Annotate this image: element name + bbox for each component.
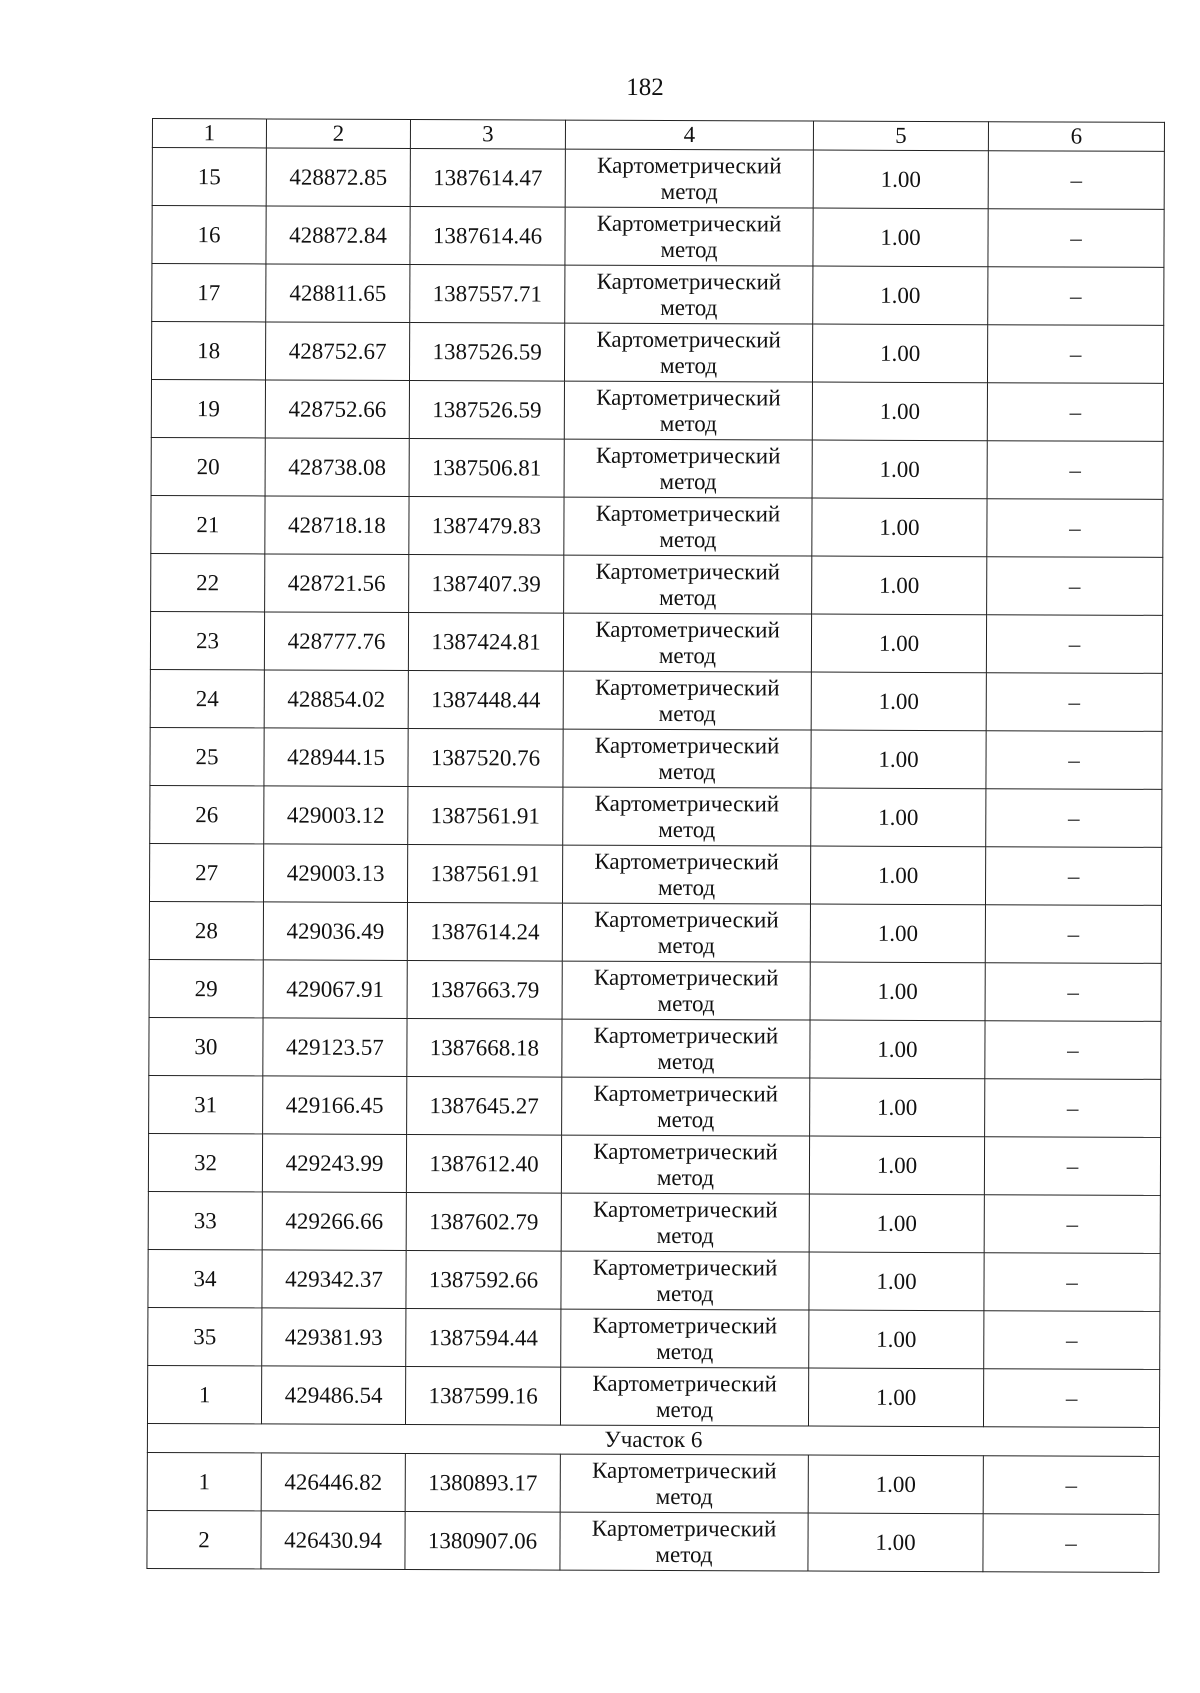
method-line-1: Картометрический — [591, 1457, 777, 1483]
method-line-1: Картометрический — [595, 674, 780, 700]
note-cell: – — [985, 905, 1161, 964]
table-row — [149, 959, 1161, 1021]
table-row — [152, 206, 1164, 268]
y-coordinate-cell: 1387526.59 — [409, 322, 564, 381]
column-header: 1 — [152, 119, 266, 148]
y-coordinate-cell: 1387599.16 — [405, 1366, 560, 1425]
note-cell: – — [987, 383, 1163, 442]
method-line-1: Картометрический — [592, 1254, 778, 1280]
method-line-2: метод — [656, 1164, 715, 1190]
table-row — [152, 148, 1164, 210]
point-number-cell: 22 — [151, 553, 265, 611]
method-cell — [565, 149, 813, 208]
y-coordinate-cell: 1387557.71 — [410, 264, 565, 323]
x-coordinate-cell: 428944.15 — [264, 728, 408, 787]
x-coordinate-cell: 429123.57 — [263, 1018, 407, 1077]
method-cell — [561, 1251, 809, 1310]
point-number-cell: 23 — [150, 611, 264, 669]
method-cell — [560, 1367, 808, 1426]
y-coordinate-cell: 1387612.40 — [406, 1134, 561, 1193]
note-cell: – — [988, 151, 1164, 210]
accuracy-cell: 1.00 — [811, 614, 986, 673]
method-line-1: Картометрический — [595, 558, 781, 584]
note-cell: – — [986, 673, 1162, 732]
note-cell: – — [986, 731, 1162, 790]
point-number-cell: 27 — [149, 843, 263, 901]
note-cell: – — [983, 1369, 1159, 1428]
x-coordinate-cell: 429381.93 — [262, 1308, 406, 1367]
method-cell — [565, 265, 813, 324]
x-coordinate-cell: 428718.18 — [265, 496, 409, 555]
x-coordinate-cell: 426430.94 — [261, 1511, 405, 1570]
method-cell — [563, 729, 811, 788]
method-line-1: Картометрический — [593, 1080, 779, 1106]
table-row — [151, 380, 1163, 442]
table-row — [147, 1365, 1159, 1427]
method-line-1: Картометрический — [593, 964, 779, 990]
section-row — [147, 1423, 1159, 1456]
table-row — [151, 495, 1163, 557]
method-line-1: Картометрический — [596, 210, 782, 236]
accuracy-cell: 1.00 — [813, 208, 988, 267]
method-cell — [564, 381, 812, 440]
coordinates-table — [146, 118, 1165, 1573]
accuracy-cell: 1.00 — [811, 672, 986, 731]
column-header: 5 — [813, 121, 988, 151]
y-coordinate-cell: 1387424.81 — [408, 612, 563, 671]
accuracy-cell: 1.00 — [812, 556, 987, 615]
point-number-cell: 18 — [151, 322, 265, 380]
y-coordinate-cell: 1380907.06 — [405, 1511, 560, 1570]
x-coordinate-cell: 429243.99 — [262, 1134, 406, 1193]
accuracy-cell: 1.00 — [813, 150, 988, 209]
method-line-2: метод — [658, 642, 717, 668]
y-coordinate-cell: 1387506.81 — [409, 438, 564, 497]
method-line-1: Картометрический — [593, 1022, 779, 1048]
point-number-cell: 1 — [147, 1452, 261, 1510]
method-line-1: Картометрический — [594, 790, 780, 816]
method-line-2: метод — [658, 816, 716, 842]
method-line-1: Картометрический — [595, 442, 781, 468]
note-cell: – — [984, 1137, 1160, 1196]
method-cell — [564, 439, 812, 498]
x-coordinate-cell: 429486.54 — [261, 1366, 405, 1425]
note-cell: – — [987, 557, 1163, 616]
y-coordinate-cell: 1387592.66 — [406, 1250, 561, 1309]
x-coordinate-cell: 429003.13 — [263, 844, 407, 903]
x-coordinate-cell: 428872.85 — [266, 148, 410, 207]
y-coordinate-cell: 1387594.44 — [406, 1308, 561, 1367]
point-number-cell: 26 — [150, 785, 264, 843]
table-row — [150, 785, 1162, 847]
method-line-2: метод — [656, 1338, 714, 1364]
accuracy-cell: 1.00 — [810, 1078, 985, 1137]
method-line-2: метод — [659, 584, 717, 610]
note-cell: – — [984, 1195, 1160, 1254]
point-number-cell: 25 — [150, 727, 264, 785]
y-coordinate-cell: 1387561.91 — [407, 844, 562, 903]
table-row — [148, 1307, 1160, 1369]
note-cell: – — [988, 267, 1164, 326]
method-cell — [561, 1135, 809, 1194]
point-number-cell: 32 — [148, 1133, 262, 1191]
note-cell: – — [985, 963, 1161, 1022]
method-line-1: Картометрический — [594, 906, 779, 932]
method-line-2: метод — [657, 990, 715, 1016]
point-number-cell: 35 — [148, 1307, 262, 1365]
note-cell: – — [984, 1311, 1160, 1370]
y-coordinate-cell: 1387479.83 — [409, 496, 564, 555]
y-coordinate-cell: 1387668.18 — [407, 1018, 562, 1077]
method-cell — [562, 1019, 810, 1078]
table-row — [150, 727, 1162, 789]
method-line-1: Картометрический — [594, 732, 780, 758]
table-row — [147, 1510, 1159, 1572]
point-number-cell: 29 — [149, 959, 263, 1017]
point-number-cell: 2 — [147, 1510, 261, 1568]
table-row — [151, 322, 1163, 384]
x-coordinate-cell: 428777.76 — [264, 612, 408, 671]
point-number-cell: 28 — [149, 901, 263, 959]
accuracy-cell: 1.00 — [810, 846, 985, 905]
table-row — [151, 553, 1163, 615]
x-coordinate-cell: 429003.12 — [264, 786, 408, 845]
method-cell — [560, 1512, 808, 1571]
method-line-1: Картометрический — [597, 152, 782, 178]
note-cell: – — [983, 1456, 1159, 1515]
table-row — [148, 1191, 1160, 1253]
note-cell: – — [985, 1021, 1161, 1080]
table-row — [151, 437, 1163, 499]
method-line-2: метод — [659, 526, 717, 552]
table-row — [150, 669, 1162, 731]
method-line-2: метод — [655, 1396, 714, 1422]
method-line-2: метод — [655, 1483, 713, 1509]
method-cell — [564, 323, 812, 382]
note-cell: – — [984, 1253, 1160, 1312]
column-header: 3 — [410, 119, 565, 149]
note-cell: – — [986, 789, 1162, 848]
x-coordinate-cell: 428854.02 — [264, 670, 408, 729]
method-cell — [564, 497, 812, 556]
note-cell: – — [985, 847, 1161, 906]
method-line-1: Картометрический — [596, 384, 781, 410]
y-coordinate-cell: 1387614.46 — [410, 206, 565, 265]
method-cell — [565, 207, 813, 266]
x-coordinate-cell: 429036.49 — [263, 902, 407, 961]
accuracy-cell: 1.00 — [812, 382, 987, 441]
method-cell — [560, 1454, 808, 1513]
note-cell: – — [986, 615, 1162, 674]
accuracy-cell: 1.00 — [809, 1194, 984, 1253]
page-number: 182 — [626, 74, 664, 101]
x-coordinate-cell: 429166.45 — [263, 1076, 407, 1135]
method-cell — [563, 613, 811, 672]
point-number-cell: 16 — [152, 206, 266, 264]
method-line-1: Картометрический — [593, 1138, 778, 1164]
method-line-2: метод — [657, 874, 716, 900]
section-title: Участок 6 — [147, 1423, 1159, 1456]
y-coordinate-cell: 1387663.79 — [407, 960, 562, 1019]
table-row — [147, 1452, 1159, 1514]
accuracy-cell: 1.00 — [809, 1252, 984, 1311]
method-line-2: метод — [658, 758, 716, 784]
accuracy-cell: 1.00 — [809, 1136, 984, 1195]
table-row — [149, 843, 1161, 905]
method-line-2: метод — [657, 1048, 715, 1074]
x-coordinate-cell: 428752.66 — [265, 380, 409, 439]
point-number-cell: 21 — [151, 495, 265, 553]
method-cell — [562, 903, 810, 962]
method-line-1: Картометрический — [593, 1196, 778, 1222]
accuracy-cell: 1.00 — [808, 1513, 983, 1572]
accuracy-cell: 1.00 — [812, 498, 987, 557]
y-coordinate-cell: 1387448.44 — [408, 670, 563, 729]
method-line-1: Картометрический — [596, 268, 782, 294]
method-cell — [561, 1193, 809, 1252]
point-number-cell: 33 — [148, 1191, 262, 1249]
note-cell: – — [987, 499, 1163, 558]
method-line-2: метод — [659, 352, 718, 378]
x-coordinate-cell: 428752.67 — [265, 322, 409, 381]
accuracy-cell: 1.00 — [810, 1020, 985, 1079]
method-line-2: метод — [659, 410, 717, 436]
accuracy-cell: 1.00 — [809, 1310, 984, 1369]
method-cell — [562, 961, 810, 1020]
x-coordinate-cell: 428738.08 — [265, 438, 409, 497]
method-line-1: Картометрический — [595, 616, 780, 642]
y-coordinate-cell: 1387645.27 — [407, 1076, 562, 1135]
accuracy-cell: 1.00 — [813, 266, 988, 325]
method-line-2: метод — [660, 236, 718, 262]
point-number-cell: 30 — [149, 1017, 263, 1075]
x-coordinate-cell: 428872.84 — [266, 206, 410, 265]
method-line-1: Картометрический — [594, 848, 779, 874]
y-coordinate-cell: 1387561.91 — [408, 786, 563, 845]
note-cell: – — [988, 209, 1164, 268]
method-line-2: метод — [658, 700, 716, 726]
note-cell: – — [987, 325, 1163, 384]
x-coordinate-cell: 428811.65 — [266, 264, 410, 323]
y-coordinate-cell: 1387614.47 — [410, 148, 565, 207]
y-coordinate-cell: 1380893.17 — [405, 1453, 560, 1512]
method-line-2: метод — [656, 1222, 714, 1248]
accuracy-cell: 1.00 — [810, 904, 985, 963]
method-line-2: метод — [660, 178, 718, 204]
note-cell: – — [987, 441, 1163, 500]
note-cell: – — [985, 1079, 1161, 1138]
table-row — [148, 1133, 1160, 1195]
method-line-2: метод — [656, 1280, 714, 1306]
method-cell — [563, 671, 811, 730]
column-header: 4 — [565, 120, 813, 150]
method-cell — [562, 1077, 810, 1136]
column-header: 2 — [266, 119, 410, 149]
table-row — [150, 611, 1162, 673]
x-coordinate-cell: 428721.56 — [265, 554, 409, 613]
column-header: 6 — [988, 122, 1164, 152]
note-cell: – — [983, 1514, 1159, 1573]
accuracy-cell: 1.00 — [810, 962, 985, 1021]
coordinates-table-body — [147, 119, 1165, 1573]
table-row — [149, 1017, 1161, 1079]
table-row — [149, 1075, 1161, 1137]
table-row — [152, 264, 1164, 326]
accuracy-cell: 1.00 — [811, 788, 986, 847]
y-coordinate-cell: 1387407.39 — [409, 554, 564, 613]
y-coordinate-cell: 1387614.24 — [407, 902, 562, 961]
x-coordinate-cell: 429342.37 — [262, 1250, 406, 1309]
method-cell — [564, 555, 812, 614]
method-line-2: метод — [660, 294, 718, 320]
accuracy-cell: 1.00 — [812, 324, 987, 383]
point-number-cell: 1 — [147, 1365, 261, 1423]
accuracy-cell: 1.00 — [808, 1368, 983, 1427]
method-line-2: метод — [657, 1106, 715, 1132]
method-line-2: метод — [657, 932, 715, 958]
method-line-1: Картометрический — [596, 326, 781, 352]
point-number-cell: 31 — [149, 1075, 263, 1133]
accuracy-cell: 1.00 — [808, 1455, 983, 1514]
y-coordinate-cell: 1387602.79 — [406, 1192, 561, 1251]
column-number-header-row — [152, 119, 1164, 152]
accuracy-cell: 1.00 — [811, 730, 986, 789]
y-coordinate-cell: 1387526.59 — [409, 380, 564, 439]
method-line-1: Картометрический — [591, 1515, 777, 1541]
method-cell — [562, 845, 810, 904]
method-line-1: Картометрический — [592, 1312, 778, 1338]
point-number-cell: 17 — [152, 264, 266, 322]
table-row — [148, 1249, 1160, 1311]
method-line-1: Картометрический — [595, 500, 781, 526]
method-cell — [563, 787, 811, 846]
y-coordinate-cell: 1387520.76 — [408, 728, 563, 787]
point-number-cell: 15 — [152, 148, 266, 206]
x-coordinate-cell: 426446.82 — [261, 1453, 405, 1512]
method-line-2: метод — [659, 468, 717, 494]
accuracy-cell: 1.00 — [812, 440, 987, 499]
point-number-cell: 34 — [148, 1249, 262, 1307]
point-number-cell: 24 — [150, 669, 264, 727]
method-line-1: Картометрический — [592, 1370, 777, 1396]
method-line-2: метод — [655, 1541, 713, 1567]
table-row — [149, 901, 1161, 963]
point-number-cell: 19 — [151, 380, 265, 438]
x-coordinate-cell: 429266.66 — [262, 1192, 406, 1251]
method-cell — [561, 1309, 809, 1368]
point-number-cell: 20 — [151, 437, 265, 495]
x-coordinate-cell: 429067.91 — [263, 960, 407, 1019]
